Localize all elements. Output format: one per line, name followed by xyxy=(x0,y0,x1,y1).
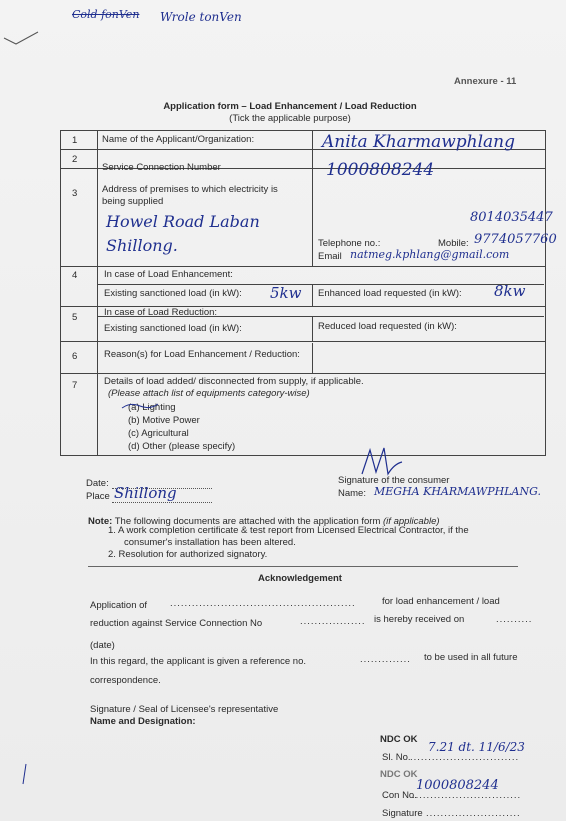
corner-tick-mark xyxy=(2,30,42,50)
ack-line-4-start: In this regard, the applicant is given a reference no. xyxy=(90,656,306,667)
note-text: Note: The following documents are attached with the application form (if applicable) xyxy=(88,516,440,527)
serial-number-label: Sl. No. xyxy=(382,752,411,763)
section-divider xyxy=(88,566,518,567)
row-4-number: 4 xyxy=(72,270,78,281)
load-details-note: (Please attach list of equipments category-wise) xyxy=(108,388,310,399)
load-enhancement-heading: In case of Load Enhancement: xyxy=(104,269,233,280)
existing-load-value: 5kw xyxy=(270,284,302,302)
place-label: Place xyxy=(86,491,110,502)
ack-line-2-start: reduction against Service Connection No xyxy=(90,618,263,629)
email-label: Email xyxy=(318,251,342,262)
form-subtitle: (Tick the applicable purpose) xyxy=(229,113,351,124)
ack-line-1-dots: ................................................... xyxy=(170,598,356,609)
option-motive-power: (b) Motive Power xyxy=(128,415,200,426)
telephone-label: Telephone no.: xyxy=(318,238,381,249)
option-lighting: (a) Lighting xyxy=(128,402,176,413)
con-number-line: .............................. xyxy=(412,790,522,801)
annexure-label: Annexure - 11 xyxy=(454,76,517,87)
serial-number-value: 7.21 dt. 11/6/23 xyxy=(428,740,525,754)
address-label: Address of premises to which electricity is being supplied xyxy=(102,184,278,207)
ack-line-2-end: is hereby received on xyxy=(374,614,465,625)
consumer-signature-label: Signature of the consumer xyxy=(338,475,450,486)
enhanced-load-label: Enhanced load requested (in kW): xyxy=(318,288,462,299)
ndc-ok-2: NDC OK xyxy=(380,769,418,780)
note-item-1-cont: consumer's installation has been altered. xyxy=(124,537,296,548)
email-value: natmeg.kphlang@gmail.com xyxy=(350,248,510,261)
note-item-2: 2. Resolution for authorized signatory. xyxy=(108,549,268,560)
top-handwritten-note: Wrole tonVen xyxy=(160,10,242,24)
row-1-number: 1 xyxy=(72,135,78,146)
acknowledgement-title: Acknowledgement xyxy=(258,573,342,584)
existing-load-label-2: Existing sanctioned load (in kW): xyxy=(104,323,242,334)
ack-line-3: (date) xyxy=(90,640,115,651)
ack-line-1-start: Application of xyxy=(90,600,148,611)
row-3-number: 3 xyxy=(72,188,78,199)
address-line-1: Howel Road Laban xyxy=(106,212,260,231)
ack-line-1-end: for load enhancement / load xyxy=(382,596,500,607)
date-label: Date: xyxy=(86,478,109,489)
mobile-label: Mobile: xyxy=(438,238,469,249)
form-title: Application form – Load Enhancement / Load Reduction xyxy=(163,101,417,112)
service-connection-value: 1000808244 xyxy=(326,160,435,180)
consumer-name-value: MEGHA KHARMAWPHLANG. xyxy=(374,485,541,498)
place-value: Shillong xyxy=(114,484,177,502)
name-designation-label: Name and Designation: xyxy=(90,716,196,727)
load-details-label: Details of load added/ disconnected from supply, if applicable. xyxy=(104,376,364,387)
ack-line-4-dots: .............. xyxy=(360,654,411,665)
row-2-number: 2 xyxy=(72,154,78,165)
consumer-name-label: Name: xyxy=(338,488,366,499)
enhanced-load-value: 8kw xyxy=(494,282,526,300)
ack-line-2-dots: .................. xyxy=(300,616,366,627)
con-number-label: Con No. xyxy=(382,790,417,801)
existing-load-label: Existing sanctioned load (in kW): xyxy=(104,288,242,299)
applicant-name-value: Anita Kharmawphlang xyxy=(322,132,515,152)
con-number-value: 1000808244 xyxy=(416,778,499,793)
ndc-ok-1: NDC OK xyxy=(380,734,418,745)
option-other: (d) Other (please specify) xyxy=(128,441,236,452)
ack-line-4-end: to be used in all future xyxy=(424,652,518,663)
top-struck-note: Cold fonVen xyxy=(72,8,140,21)
lighting-tick-mark xyxy=(120,400,160,414)
row-6-number: 6 xyxy=(72,351,78,362)
application-table xyxy=(60,130,557,456)
applicant-name-label: Name of the Applicant/Organization: xyxy=(102,134,255,145)
load-reduction-heading: In case of Load Reduction: xyxy=(104,307,218,318)
option-agricultural: (c) Agricultural xyxy=(128,428,189,439)
licensee-signature-label: Signature / Seal of Licensee's representative xyxy=(90,704,279,715)
row-7-number: 7 xyxy=(72,380,78,391)
ack-line-5: correspondence. xyxy=(90,675,161,686)
bottom-signature-line: .......................... xyxy=(426,808,521,819)
reduced-load-label: Reduced load requested (in kW): xyxy=(318,321,457,332)
row-5-number: 5 xyxy=(72,312,78,323)
ack-line-2-dots-end: .......... xyxy=(496,614,533,625)
address-line-2: Shillong. xyxy=(106,236,178,255)
service-connection-label: Service Connection Number xyxy=(102,162,221,173)
reason-label: Reason(s) for Load Enhancement / Reduction: xyxy=(104,349,300,360)
margin-pen-stroke xyxy=(20,762,30,786)
mobile-value-2: 9774057760 xyxy=(474,232,557,247)
serial-number-line: .............................. xyxy=(410,752,520,763)
note-item-1: 1. A work completion certificate & test report from Licensed Electrical Contractor, if the xyxy=(108,525,469,536)
bottom-signature-label: Signature xyxy=(382,808,423,819)
mobile-value-1: 8014035447 xyxy=(470,210,553,225)
